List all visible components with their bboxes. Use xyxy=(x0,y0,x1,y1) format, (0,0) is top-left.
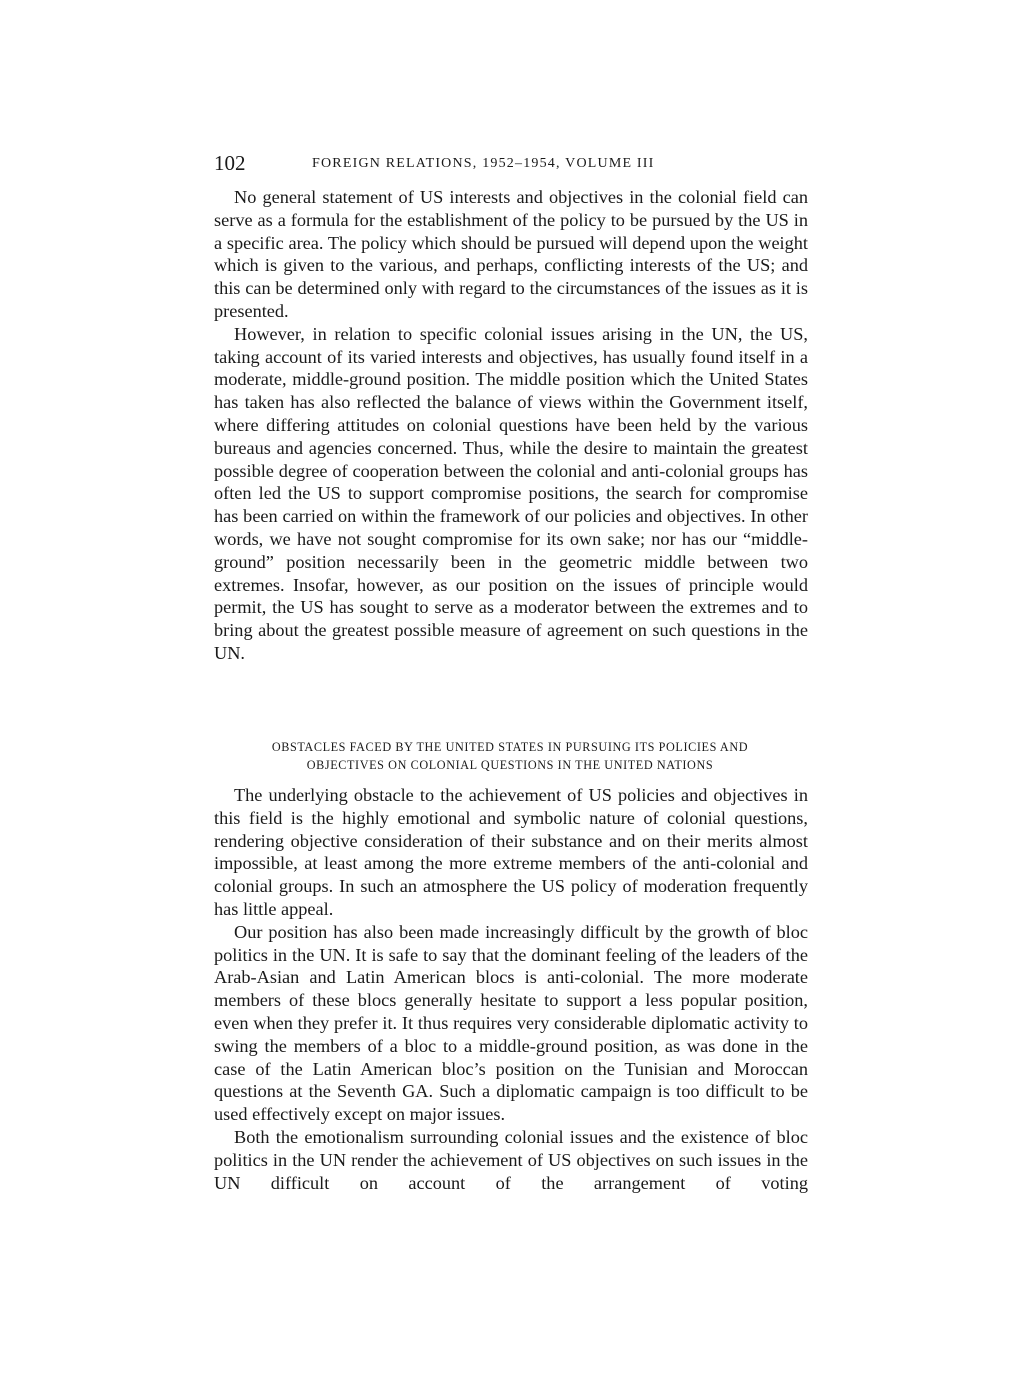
section-heading xyxy=(206,738,814,774)
body-text-before-heading xyxy=(214,186,808,665)
paragraph: However, in relation to specific colonial issues arising in the UN, the US, taking account of its varied interests and objectives, has usually found itself in a moderate, middle-ground position. The middle position which the United States has taken has also reflected the balance of views within the Government itself, where differing attitudes on colonial questions have been held by the various bureaus and agencies concerned. Thus, while the desire to maintain the greatest possible degree of cooperation between the colonial and anti-colonial groups has often led the US to support compromise positions, the search for compromise has been carried on within the framework of our policies and objectives. In other words, we have not sought compromise for its own sake; nor has our “middle-ground” position necessarily been in the geometric middle between two extremes. Insofar, however, as our position on the issues of principle would permit, the US has sought to serve as a moderator between the extremes and to bring about the greatest possible measure of agreement on such questions in the UN. xyxy=(214,323,808,663)
paragraph: Both the emotionalism surrounding colonial issues and the existence of bloc politics in the UN render the achievement of US objectives on such issues in the UN difficult on account of the arrangement of voting xyxy=(214,1126,808,1193)
body-text-after-heading xyxy=(214,784,808,1194)
paragraph: Our position has also been made increasingly difficult by the growth of bloc politics in the UN. It is safe to say that the dominant feeling of the leaders of the Arab-Asian and Latin American blocs is anti-colonial. The more moderate members of these blocs generally hesitate to support a less popular position, even when they prefer it. It thus requires very considerable diplomatic activity to swing the members of a bloc to a middle-ground position, as was done in the case of the Latin American bloc’s position on the Tunisian and Moroccan questions at the Seventh GA. Such a diplomatic campaign is too difficult to be used effectively except on major issues. xyxy=(214,921,808,1125)
running-title: FOREIGN RELATIONS, 1952–1954, VOLUME III xyxy=(312,156,655,171)
paragraph: No general statement of US interests and objectives in the colonial field can serve as a formula for the establishment of the policy to be pursued by the US in a specific area. The policy which should be pursued will depend upon the weight which is given to the various, and perhaps, conflicting interests of the US; and this can be determined only with regard to the circumstances of the issues as it is presented. xyxy=(214,187,808,321)
page-header xyxy=(214,150,814,176)
page-number: 102 xyxy=(214,151,246,175)
section-heading-line: OBJECTIVES ON COLONIAL QUESTIONS IN THE UNITED NATIONS xyxy=(306,758,714,772)
section-heading-line: OBSTACLES FACED BY THE UNITED STATES IN PURSUING ITS POLICIES AND xyxy=(271,740,749,754)
paragraph: The underlying obstacle to the achievement of US policies and objectives in this field is the highly emotional and symbolic nature of colonial questions, rendering objective consideration of their substance and on their merits almost impossible, at least among the more extreme members of the anti-colonial and colonial groups. In such an atmosphere the US policy of moderation frequently has little appeal. xyxy=(214,785,808,919)
